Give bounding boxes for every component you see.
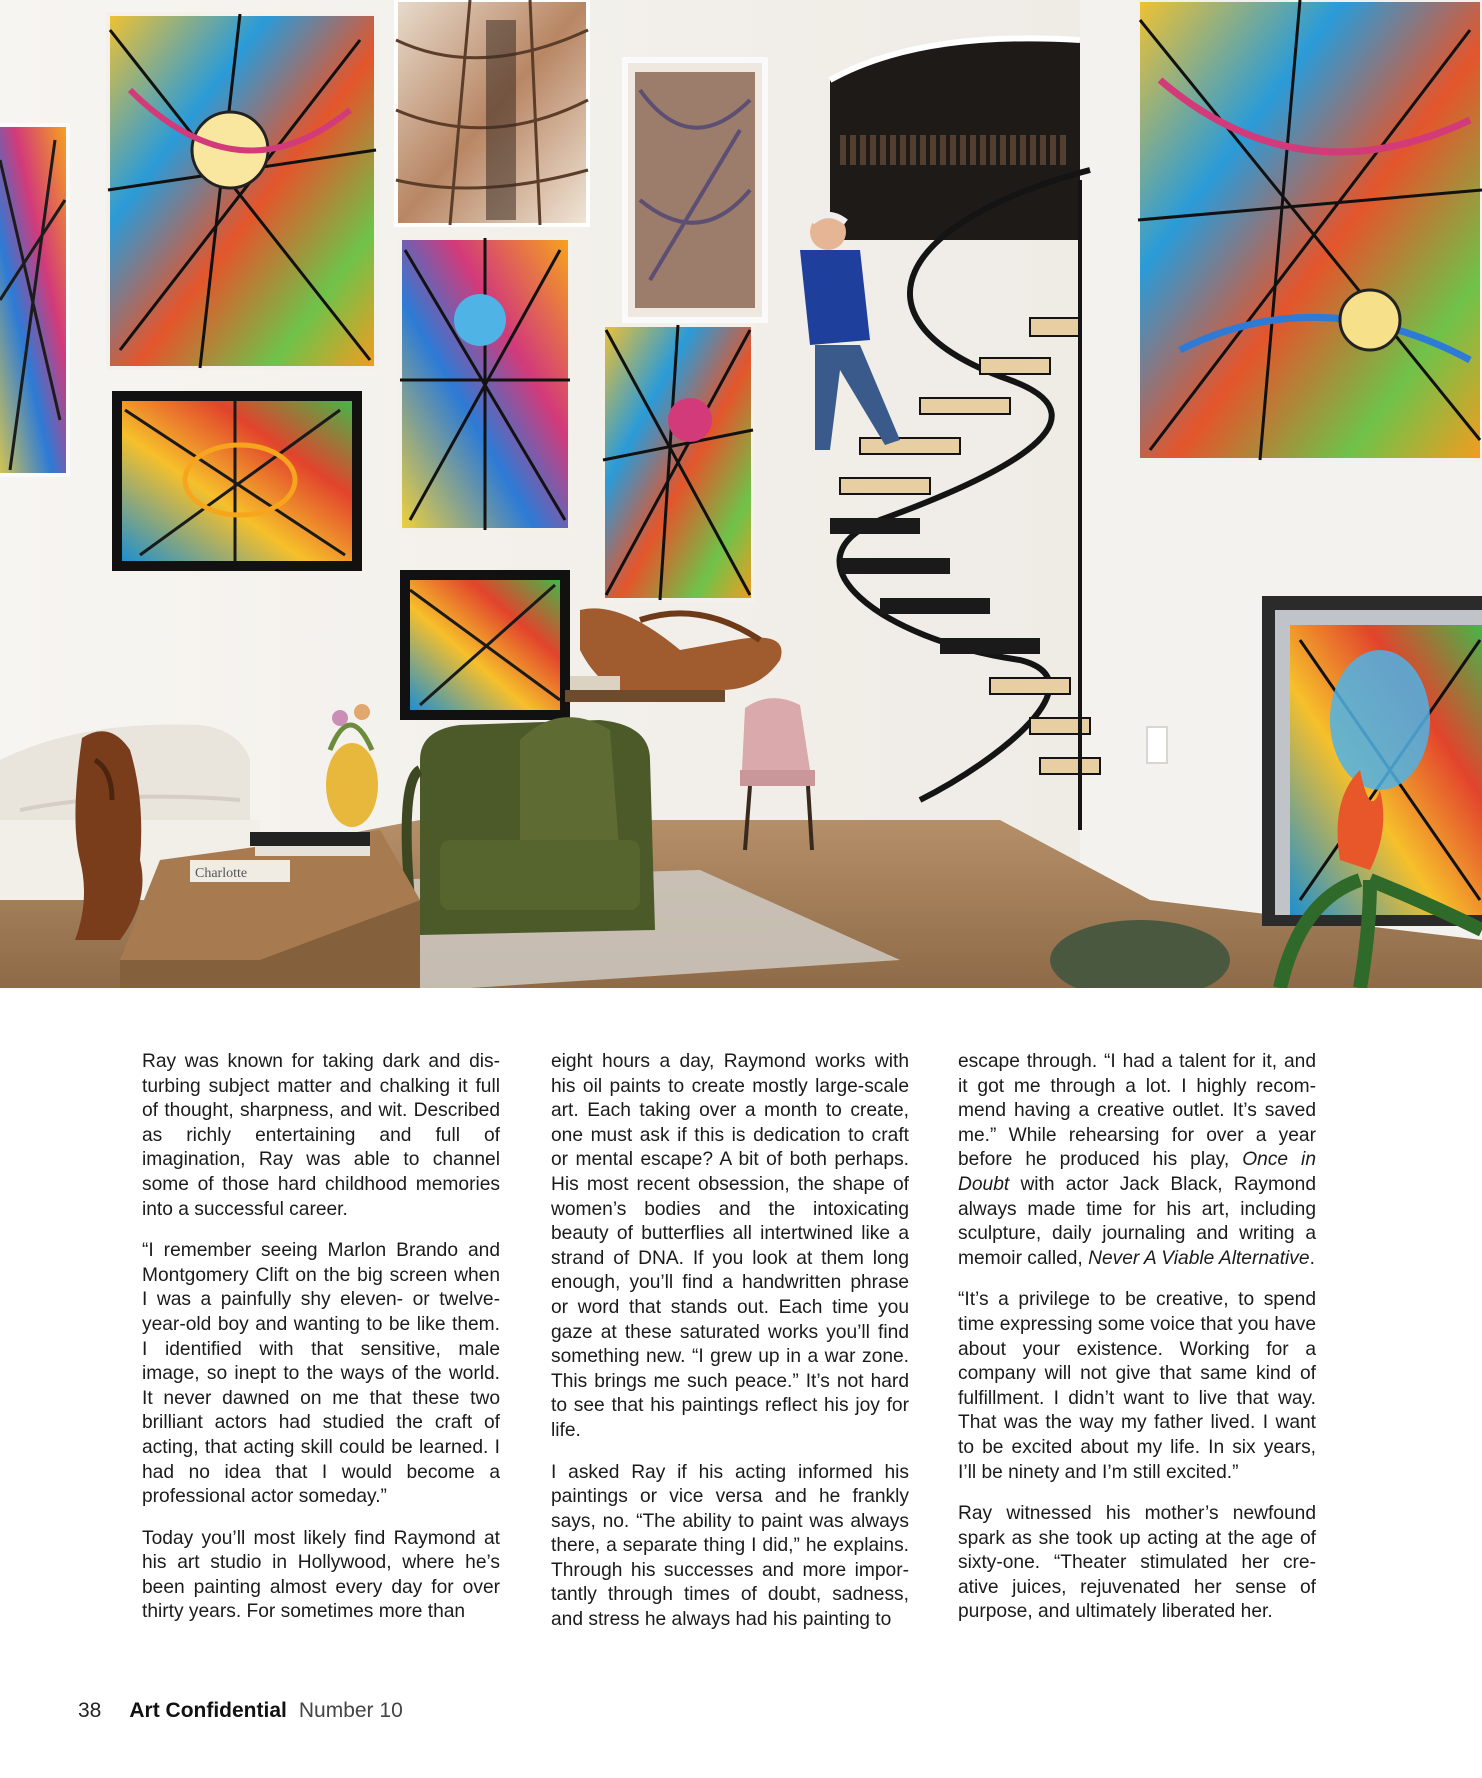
text-run: with actor Jack Black, Raymond always made time for his art, including sculpture, daily journaling and writing a memoir called, xyxy=(958,1173,1316,1269)
painting-framed-lower xyxy=(400,570,570,720)
text-column-3 xyxy=(958,1050,1316,1642)
paragraph: Today you’ll most likely find Raymond at his art studio in Hollywood, where he’s been painting almost every day for over thirty years. For sometimes more than xyxy=(142,1527,500,1623)
loft-opening xyxy=(830,38,1080,240)
issue-number: Number 10 xyxy=(298,1699,403,1722)
wooden-head-sculpture xyxy=(75,731,143,940)
painting-center-right xyxy=(603,325,753,600)
paragraph: Ray was known for taking dark and dis-turbing subject matter and chalking it full of thought, sharpness, and wit. Described as richly entertaining and full of imagination, Ray was able to channel some of those hard childhood memories into a successful career. xyxy=(142,1051,500,1220)
play-title: Once in Doubt xyxy=(958,1149,1316,1195)
paragraph: “It’s a privilege to be creative, to spend time expressing some voice that you have about your existence. Working for a company will not give that same kind of fulfillment. I didn’t want to live that way. That was the way my father lived. I want to be excited about my life. In six years, I’ll be ninety and I’m still excited.” xyxy=(958,1289,1316,1483)
book-spine-text: Charlotte xyxy=(195,866,248,881)
painting-framed-left xyxy=(112,391,362,571)
text-run: escape through. “I had a talent for it, and it got me through a lot. I highly recom-mend having a creative outlet. It’s saved me.” While rehearsing for over a year before he produced his play, xyxy=(958,1051,1316,1171)
paragraph: Ray witnessed his mother’s newfound spark as she took up acting at the age of sixty-one. “Theater stimulated her cre-ative juices, rejuvenated her sense of purpose, and ultimately liberated her. xyxy=(958,1503,1316,1623)
paragraph: eight hours a day, Raymond works with his oil paints to create mostly large-scale art. Each taking over a month to create, one must ask if this is dedication to craft or mental escape? A bit of both perhaps. His most recent obsession, the shape of women’s bodies and the intoxicating beauty of butterflies all intertwined like a strand of DNA. If you look at them long enough, you’ll find a handwritten phrase or word that stands out. Each time you gaze at these saturated works you’ll find something new. “I grew up in a war zone. This brings me such peace.” It’s not hard to see that his paintings reflect his joy for life. xyxy=(551,1051,909,1441)
text-column-2 xyxy=(551,1050,909,1650)
paragraph xyxy=(958,1050,1316,1271)
paragraph: “I remember seeing Marlon Brando and Montgomery Clift on the big screen when I was a painfully shy eleven- or twelve-year-old boy and wanting to be like them. I identified with that sensitive, male image, so inept to the ways of the world. It never dawned on me that these two brilliant actors had studied the craft of acting, that acting skill could be learned. I had no idea that I would become a professional actor someday.” xyxy=(142,1240,500,1508)
page-footer xyxy=(78,1699,403,1723)
painting-left-edge xyxy=(0,125,68,475)
painting-tall-center xyxy=(400,238,570,530)
painting-large-top-left xyxy=(108,14,376,368)
green-armchair xyxy=(407,717,655,935)
stained-glass-window xyxy=(396,0,588,225)
magazine-name: Art Confidential xyxy=(129,1699,287,1722)
window-framed-center xyxy=(625,60,765,320)
text-column-1 xyxy=(142,1050,500,1642)
paragraph: I asked Ray if his acting informed his paintings or vice versa and he frankly says, no. “The ability to paint was always there, a separate thing I did,” he explains. Through his successes and more impor-tantly through times of doubt, sadness, and stress he always had his painting to xyxy=(551,1461,909,1631)
page-number: 38 xyxy=(78,1699,102,1722)
text-run: . xyxy=(1309,1247,1315,1269)
painting-large-right xyxy=(1138,0,1482,460)
memoir-title: Never A Viable Alternative xyxy=(1088,1247,1310,1269)
